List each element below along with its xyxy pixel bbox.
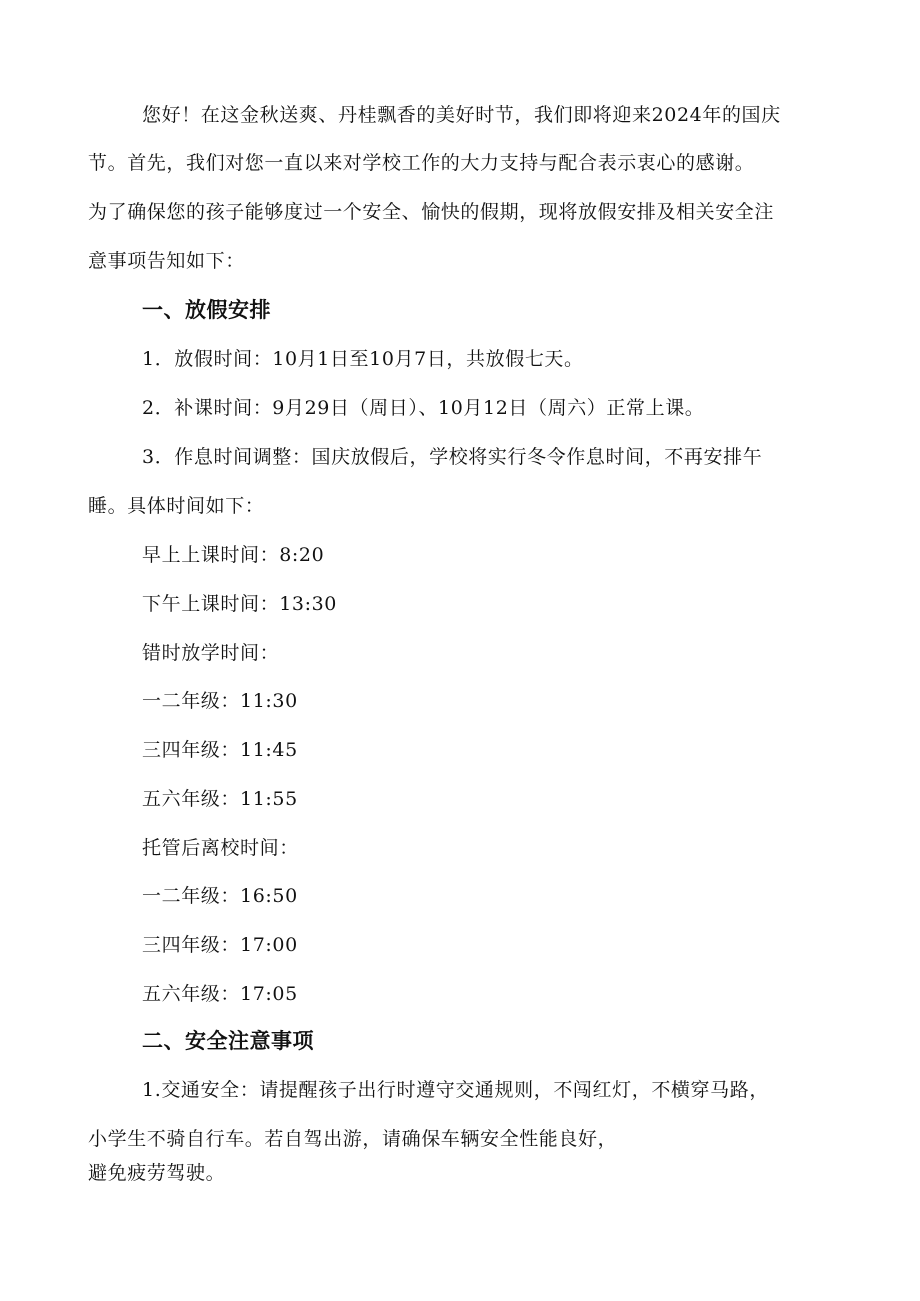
morning-class-time: 早上上课时间：8:20 xyxy=(142,544,325,566)
staggered-dismissal-item: 三四年级：11:45 xyxy=(142,739,298,761)
section-heading-holiday: 一、放假安排 xyxy=(142,298,271,322)
safety-item-1-line-3: 避免疲劳驾驶。 xyxy=(88,1162,226,1184)
staggered-dismissal-item: 一二年级：11:30 xyxy=(142,690,298,712)
safety-item-1-line-2: 小学生不骑自行车。若自驾出游，请确保车辆安全性能良好， xyxy=(88,1128,618,1150)
after-care-item: 一二年级：16:50 xyxy=(142,885,298,907)
holiday-item-2: 2．补课时间：9月29日（周日）、10月12日（周六）正常上课。 xyxy=(142,397,705,419)
holiday-item-3-line-1: 3．作息时间调整：国庆放假后，学校将实行冬令作息时间，不再安排午 xyxy=(142,446,763,468)
section-heading-safety: 二、安全注意事项 xyxy=(142,1029,314,1053)
intro-line-4: 意事项告知如下： xyxy=(88,250,245,272)
after-care-title: 托管后离校时间： xyxy=(142,837,299,859)
intro-line-1: 您好！在这金秋送爽、丹桂飘香的美好时节，我们即将迎来2024年的国庆 xyxy=(142,104,781,126)
after-care-item: 五六年级：17:05 xyxy=(142,983,298,1005)
staggered-dismissal-title: 错时放学时间： xyxy=(142,642,280,664)
intro-line-2: 节。首先，我们对您一直以来对学校工作的大力支持与配合表示衷心的感谢。 xyxy=(88,152,755,174)
safety-item-1-line-1: 1.交通安全：请提醒孩子出行时遵守交通规则，不闯红灯，不横穿马路， xyxy=(142,1079,769,1101)
staggered-dismissal-item: 五六年级：11:55 xyxy=(142,788,298,810)
afternoon-class-time: 下午上课时间：13:30 xyxy=(142,593,337,615)
holiday-item-1: 1．放假时间：10月1日至10月7日，共放假七天。 xyxy=(142,348,584,370)
intro-line-3: 为了确保您的孩子能够度过一个安全、愉快的假期，现将放假安排及相关安全注 xyxy=(88,201,775,223)
holiday-item-3-line-2: 睡。具体时间如下： xyxy=(88,495,265,517)
after-care-item: 三四年级：17:00 xyxy=(142,934,298,956)
